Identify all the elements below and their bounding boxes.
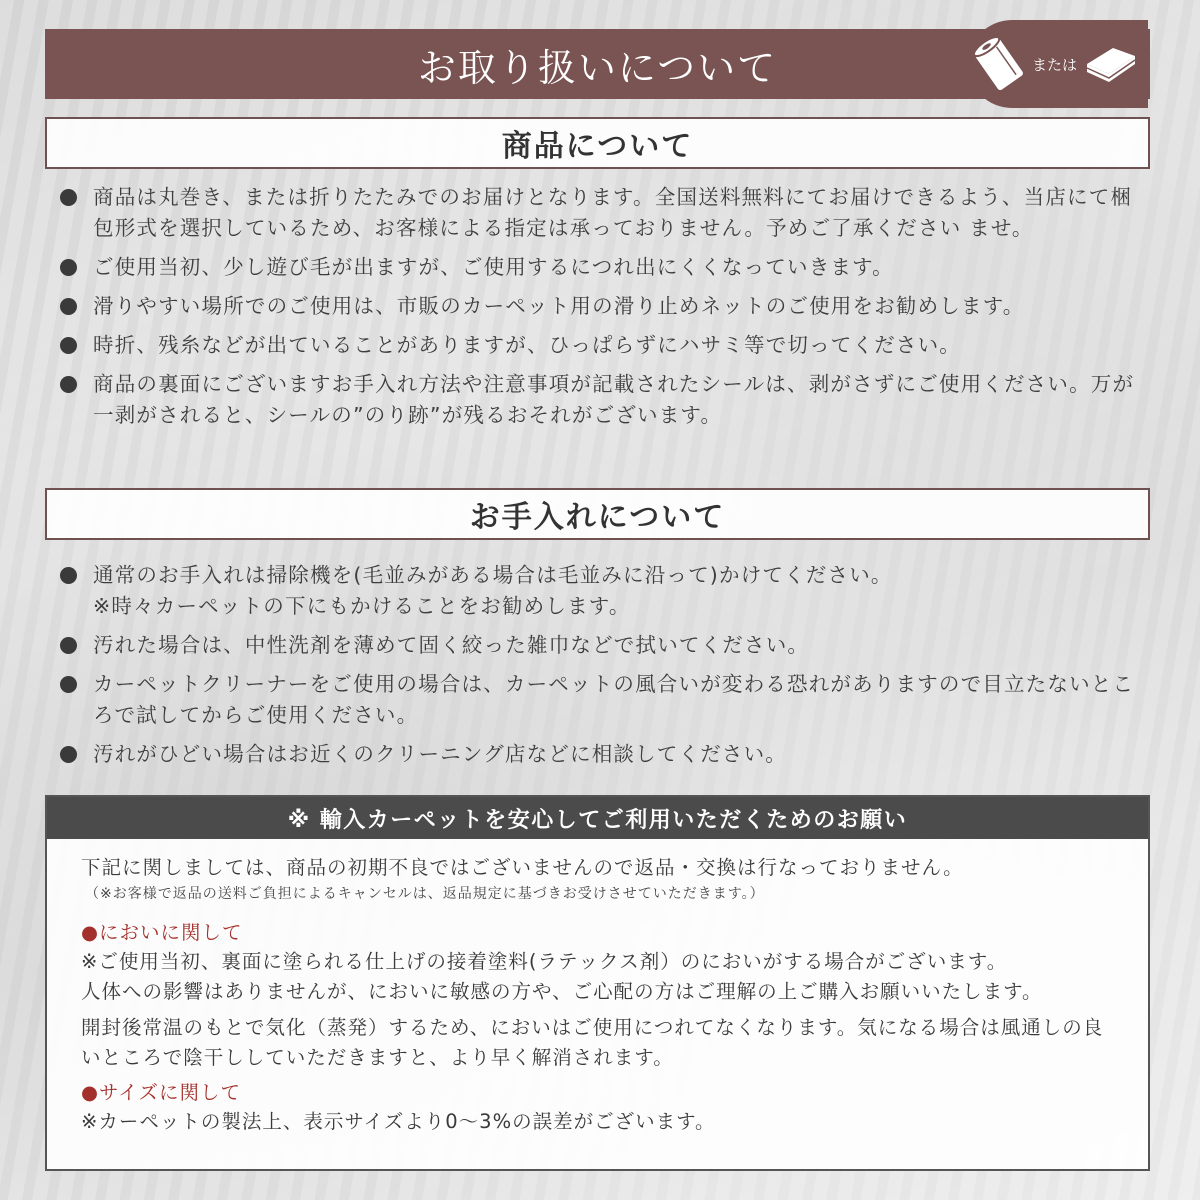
list-item: 商品は丸巻き、または折りたたみでのお届けとなります。全国送料無料にてお届けできるよう、当店にて梱包形式を選択しているため、お客様による指定は承っておりません。予めご了承ください ませ。 — [60, 182, 1150, 244]
size-heading: ●サイズに関して — [81, 1081, 241, 1104]
care-item-note: ※時々カーペットの下にもかけることをお勧めします。 — [93, 594, 631, 618]
list-item: ご使用当初、少し遊び毛が出ますが、ご使用するにつれ出にくくなっていきます。 — [60, 252, 1150, 283]
bullet-icon — [60, 298, 77, 315]
badge-or-text: または — [1032, 55, 1078, 74]
care-notes-list — [60, 560, 1150, 770]
page-title: お取り扱いについて — [417, 45, 778, 90]
smell-line-2: 人体への影響はありませんが、においに敏感の方や、ご心配の方はご理解の上ご購入お願いいたします。 — [81, 980, 1043, 1003]
bullet-icon — [60, 676, 77, 693]
bullet-icon — [60, 637, 77, 654]
rolled-carpet-icon — [974, 34, 1026, 94]
product-notes-list — [60, 182, 1150, 431]
notice-intro: 下記に関しましては、商品の初期不良ではございませんので返品・交換は行なっておりません。 — [81, 856, 964, 879]
smell-line-1: ※ご使用当初、裏面に塗られる仕上げの接着塗料(ラテックス剤）のにおいがする場合がございます。 — [81, 950, 1008, 973]
delivery-format-badge — [968, 20, 1148, 108]
product-section-heading: 商品について — [45, 117, 1150, 169]
bullet-icon — [60, 189, 77, 206]
list-item: 汚れた場合は、中性洗剤を薄めて固く絞った雑巾などで拭いてください。 — [60, 630, 1150, 661]
notice-body — [47, 839, 1148, 1137]
size-line: ※カーペットの製法上、表示サイズより0〜3%の誤差がございます。 — [81, 1110, 716, 1133]
list-item: 商品の裏面にございますお手入れ方法や注意事項が記載されたシールは、剥がさずにご使用ください。万が一剥がされると、シールの”のり跡”が残るおそれがございます。 — [60, 369, 1150, 431]
care-section-heading: お手入れについて — [45, 488, 1150, 540]
bullet-icon — [60, 376, 77, 393]
list-item: 汚れがひどい場合はお近くのクリーニング店などに相談してください。 — [60, 739, 1150, 770]
care-item-text: 通常のお手入れは掃除機を(毛並みがある場合は毛並みに沿って)かけてください。 — [93, 563, 893, 587]
notice-intro-note: （※お客様で返品の送料ご負担によるキャンセルは、返品規定に基づきお受けさせていただきます。） — [85, 886, 765, 902]
bullet-icon — [60, 337, 77, 354]
smell-line-3: 開封後常温のもとで気化（蒸発）するため、においはご使用につれてなくなります。気になる場合は風通しの良いところで陰干ししていただきますと、より早く解消されます。 — [81, 1016, 1104, 1069]
list-item — [60, 560, 1150, 622]
list-item: 時折、残糸などが出ていることがありますが、ひっぱらずにハサミ等で切ってください。 — [60, 330, 1150, 361]
notice-header: ※ 輸入カーペットを安心してご利用いただくためのお願い — [47, 797, 1148, 839]
bullet-icon — [60, 259, 77, 276]
bullet-icon — [60, 567, 77, 584]
list-item: 滑りやすい場所でのご使用は、市販のカーペット用の滑り止めネットのご使用をお勧めします。 — [60, 291, 1150, 322]
folded-carpet-icon — [1083, 42, 1137, 86]
list-item: カーペットクリーナーをご使用の場合は、カーペットの風合いが変わる恐れがありますので目立たないところで試してからご使用ください。 — [60, 669, 1150, 731]
smell-heading: ●においに関して — [81, 921, 243, 944]
bullet-icon — [60, 746, 77, 763]
notice-box — [45, 795, 1150, 1171]
